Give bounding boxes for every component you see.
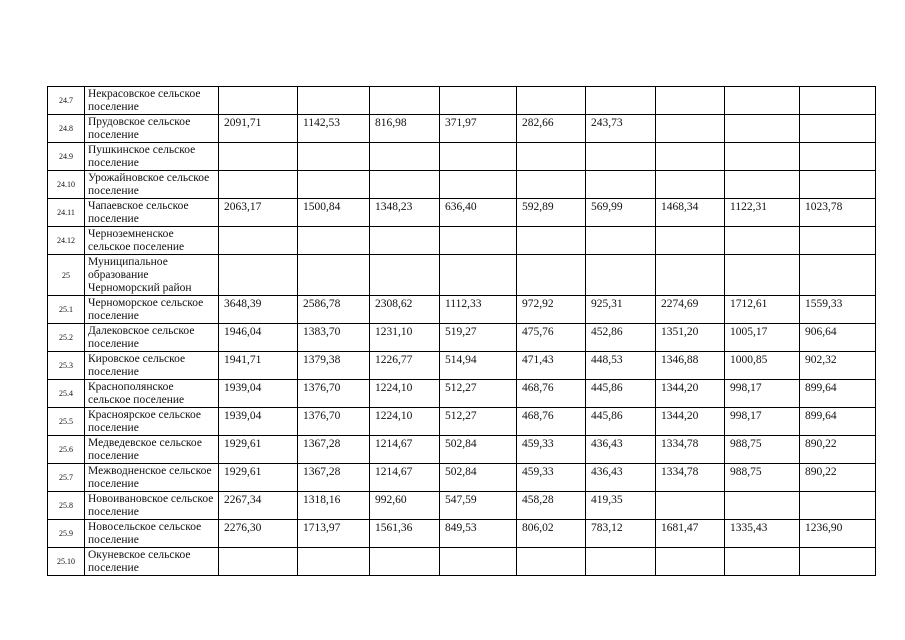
value-cell <box>656 548 725 576</box>
table-row <box>48 227 876 255</box>
table-row <box>48 255 876 296</box>
settlement-name: Муниципальное образование Черноморский район <box>85 255 219 296</box>
value-cell: 2586,78 <box>298 296 370 324</box>
value-cell <box>440 143 517 171</box>
value-cell: 1367,28 <box>298 464 370 492</box>
value-cell <box>656 143 725 171</box>
value-cell: 1122,31 <box>725 199 800 227</box>
value-cell: 1023,78 <box>800 199 876 227</box>
value-cell: 445,86 <box>586 380 656 408</box>
settlement-name: Кировское сельское поселение <box>85 352 219 380</box>
value-cell: 636,40 <box>440 199 517 227</box>
value-cell <box>370 227 440 255</box>
value-cell: 849,53 <box>440 520 517 548</box>
value-cell: 243,73 <box>586 115 656 143</box>
value-cell <box>586 255 656 296</box>
value-cell: 1334,78 <box>656 436 725 464</box>
table-row <box>48 115 876 143</box>
value-cell <box>656 492 725 520</box>
value-cell: 1383,70 <box>298 324 370 352</box>
value-cell <box>219 548 298 576</box>
value-cell <box>800 255 876 296</box>
value-cell: 1351,20 <box>656 324 725 352</box>
value-cell: 1681,47 <box>656 520 725 548</box>
value-cell <box>298 227 370 255</box>
value-cell: 459,33 <box>517 464 586 492</box>
value-cell: 1318,16 <box>298 492 370 520</box>
value-cell: 890,22 <box>800 436 876 464</box>
value-cell: 1348,23 <box>370 199 440 227</box>
value-cell: 1376,70 <box>298 408 370 436</box>
table-row <box>48 492 876 520</box>
value-cell: 1946,04 <box>219 324 298 352</box>
row-number: 25.9 <box>48 520 85 548</box>
value-cell: 1713,97 <box>298 520 370 548</box>
value-cell: 502,84 <box>440 436 517 464</box>
value-cell: 1929,61 <box>219 436 298 464</box>
settlement-name: Окуневское сельское поселение <box>85 548 219 576</box>
value-cell <box>517 548 586 576</box>
value-cell: 988,75 <box>725 464 800 492</box>
value-cell: 1231,10 <box>370 324 440 352</box>
value-cell <box>725 548 800 576</box>
value-cell: 471,43 <box>517 352 586 380</box>
value-cell <box>800 87 876 115</box>
value-cell <box>800 171 876 199</box>
value-cell: 1000,85 <box>725 352 800 380</box>
value-cell: 459,33 <box>517 436 586 464</box>
value-cell: 512,27 <box>440 408 517 436</box>
value-cell: 806,02 <box>517 520 586 548</box>
value-cell <box>656 87 725 115</box>
value-cell: 1712,61 <box>725 296 800 324</box>
value-cell <box>517 171 586 199</box>
value-cell <box>656 227 725 255</box>
row-number: 25.4 <box>48 380 85 408</box>
value-cell: 445,86 <box>586 408 656 436</box>
value-cell <box>370 548 440 576</box>
row-number: 24.7 <box>48 87 85 115</box>
value-cell: 899,64 <box>800 380 876 408</box>
value-cell: 282,66 <box>517 115 586 143</box>
row-number: 25.7 <box>48 464 85 492</box>
row-number: 25.6 <box>48 436 85 464</box>
settlement-name: Некрасовское сельское поселение <box>85 87 219 115</box>
value-cell: 2276,30 <box>219 520 298 548</box>
value-cell: 1334,78 <box>656 464 725 492</box>
row-number: 25.3 <box>48 352 85 380</box>
value-cell: 1005,17 <box>725 324 800 352</box>
settlement-name: Черноземненское сельское поселение <box>85 227 219 255</box>
value-cell: 1236,90 <box>800 520 876 548</box>
value-cell: 1929,61 <box>219 464 298 492</box>
value-cell <box>298 255 370 296</box>
value-cell <box>725 255 800 296</box>
value-cell: 998,17 <box>725 408 800 436</box>
row-number: 25.8 <box>48 492 85 520</box>
value-cell: 1224,10 <box>370 380 440 408</box>
value-cell: 547,59 <box>440 492 517 520</box>
value-cell: 1214,67 <box>370 464 440 492</box>
settlement-name: Медведевское сельское поселение <box>85 436 219 464</box>
value-cell <box>800 492 876 520</box>
value-cell: 972,92 <box>517 296 586 324</box>
row-number: 24.12 <box>48 227 85 255</box>
settlement-name: Краснoярское сельское поселение <box>85 408 219 436</box>
value-cell: 514,94 <box>440 352 517 380</box>
settlement-name: Пушкинское сельское поселение <box>85 143 219 171</box>
value-cell <box>440 255 517 296</box>
row-number: 25.1 <box>48 296 85 324</box>
value-cell: 1939,04 <box>219 408 298 436</box>
value-cell <box>440 227 517 255</box>
value-cell <box>298 143 370 171</box>
value-cell: 906,64 <box>800 324 876 352</box>
value-cell: 992,60 <box>370 492 440 520</box>
table-row <box>48 464 876 492</box>
settlement-name: Новосельское сельское поселение <box>85 520 219 548</box>
value-cell: 899,64 <box>800 408 876 436</box>
value-cell <box>370 255 440 296</box>
value-cell <box>656 171 725 199</box>
value-cell: 475,76 <box>517 324 586 352</box>
value-cell <box>370 143 440 171</box>
value-cell <box>656 255 725 296</box>
settlement-name: Межводненское сельское поселение <box>85 464 219 492</box>
table-row <box>48 380 876 408</box>
value-cell: 2063,17 <box>219 199 298 227</box>
table-row <box>48 87 876 115</box>
value-cell <box>586 227 656 255</box>
value-cell: 2267,34 <box>219 492 298 520</box>
row-number: 24.10 <box>48 171 85 199</box>
table-row <box>48 296 876 324</box>
value-cell <box>219 87 298 115</box>
value-cell <box>800 143 876 171</box>
settlement-name: Краснополянское сельское поселение <box>85 380 219 408</box>
value-cell: 1941,71 <box>219 352 298 380</box>
value-cell <box>517 227 586 255</box>
value-cell: 436,43 <box>586 436 656 464</box>
value-cell: 458,28 <box>517 492 586 520</box>
value-cell: 1224,10 <box>370 408 440 436</box>
settlement-name: Чапаевское сельское поселение <box>85 199 219 227</box>
value-cell: 925,31 <box>586 296 656 324</box>
value-cell: 569,99 <box>586 199 656 227</box>
table-row <box>48 408 876 436</box>
value-cell <box>219 143 298 171</box>
table-row <box>48 520 876 548</box>
value-cell <box>725 492 800 520</box>
value-cell <box>219 171 298 199</box>
row-number: 24.11 <box>48 199 85 227</box>
table-row <box>48 548 876 576</box>
value-cell: 2091,71 <box>219 115 298 143</box>
value-cell: 1468,34 <box>656 199 725 227</box>
value-cell: 592,89 <box>517 199 586 227</box>
tariff-table <box>47 86 876 576</box>
value-cell <box>586 87 656 115</box>
value-cell <box>586 171 656 199</box>
value-cell: 502,84 <box>440 464 517 492</box>
value-cell <box>219 227 298 255</box>
value-cell <box>440 87 517 115</box>
value-cell: 468,76 <box>517 408 586 436</box>
value-cell: 1214,67 <box>370 436 440 464</box>
row-number: 25.2 <box>48 324 85 352</box>
value-cell: 998,17 <box>725 380 800 408</box>
row-number: 25 <box>48 255 85 296</box>
value-cell: 448,53 <box>586 352 656 380</box>
value-cell: 371,97 <box>440 115 517 143</box>
value-cell <box>725 87 800 115</box>
value-cell: 1500,84 <box>298 199 370 227</box>
table-row <box>48 352 876 380</box>
value-cell: 2274,69 <box>656 296 725 324</box>
row-number: 25.5 <box>48 408 85 436</box>
table-row <box>48 436 876 464</box>
value-cell: 1559,33 <box>800 296 876 324</box>
value-cell: 512,27 <box>440 380 517 408</box>
value-cell: 902,32 <box>800 352 876 380</box>
settlement-name: Новоивановское сельское поселение <box>85 492 219 520</box>
value-cell <box>517 143 586 171</box>
value-cell <box>586 143 656 171</box>
value-cell: 1367,28 <box>298 436 370 464</box>
value-cell: 1142,53 <box>298 115 370 143</box>
value-cell <box>725 115 800 143</box>
value-cell <box>219 255 298 296</box>
value-cell: 816,98 <box>370 115 440 143</box>
value-cell: 2308,62 <box>370 296 440 324</box>
value-cell: 1112,33 <box>440 296 517 324</box>
value-cell: 1344,20 <box>656 408 725 436</box>
value-cell: 890,22 <box>800 464 876 492</box>
value-cell: 1379,38 <box>298 352 370 380</box>
value-cell: 3648,39 <box>219 296 298 324</box>
value-cell <box>298 171 370 199</box>
value-cell: 1344,20 <box>656 380 725 408</box>
value-cell: 1561,36 <box>370 520 440 548</box>
value-cell: 988,75 <box>725 436 800 464</box>
value-cell: 1226,77 <box>370 352 440 380</box>
value-cell: 436,43 <box>586 464 656 492</box>
value-cell <box>370 87 440 115</box>
value-cell <box>725 143 800 171</box>
row-number: 24.9 <box>48 143 85 171</box>
settlement-name: Урожайновское сельское поселение <box>85 171 219 199</box>
table-body <box>48 87 876 576</box>
value-cell: 783,12 <box>586 520 656 548</box>
value-cell: 452,86 <box>586 324 656 352</box>
value-cell <box>586 548 656 576</box>
table-row <box>48 324 876 352</box>
value-cell: 1335,43 <box>725 520 800 548</box>
row-number: 25.10 <box>48 548 85 576</box>
table-row <box>48 143 876 171</box>
value-cell <box>298 87 370 115</box>
value-cell <box>656 115 725 143</box>
value-cell <box>725 171 800 199</box>
value-cell <box>298 548 370 576</box>
table-row <box>48 199 876 227</box>
value-cell: 1376,70 <box>298 380 370 408</box>
value-cell: 1346,88 <box>656 352 725 380</box>
value-cell <box>440 171 517 199</box>
value-cell <box>800 548 876 576</box>
value-cell: 519,27 <box>440 324 517 352</box>
value-cell <box>800 227 876 255</box>
settlement-name: Прудовское сельское поселение <box>85 115 219 143</box>
value-cell <box>440 548 517 576</box>
value-cell: 468,76 <box>517 380 586 408</box>
value-cell <box>800 115 876 143</box>
row-number: 24.8 <box>48 115 85 143</box>
value-cell: 419,35 <box>586 492 656 520</box>
value-cell <box>370 171 440 199</box>
table-row <box>48 171 876 199</box>
value-cell: 1939,04 <box>219 380 298 408</box>
settlement-name: Далековское сельское поселение <box>85 324 219 352</box>
value-cell <box>517 255 586 296</box>
settlement-name: Черноморское сельское поселение <box>85 296 219 324</box>
value-cell <box>517 87 586 115</box>
value-cell <box>725 227 800 255</box>
